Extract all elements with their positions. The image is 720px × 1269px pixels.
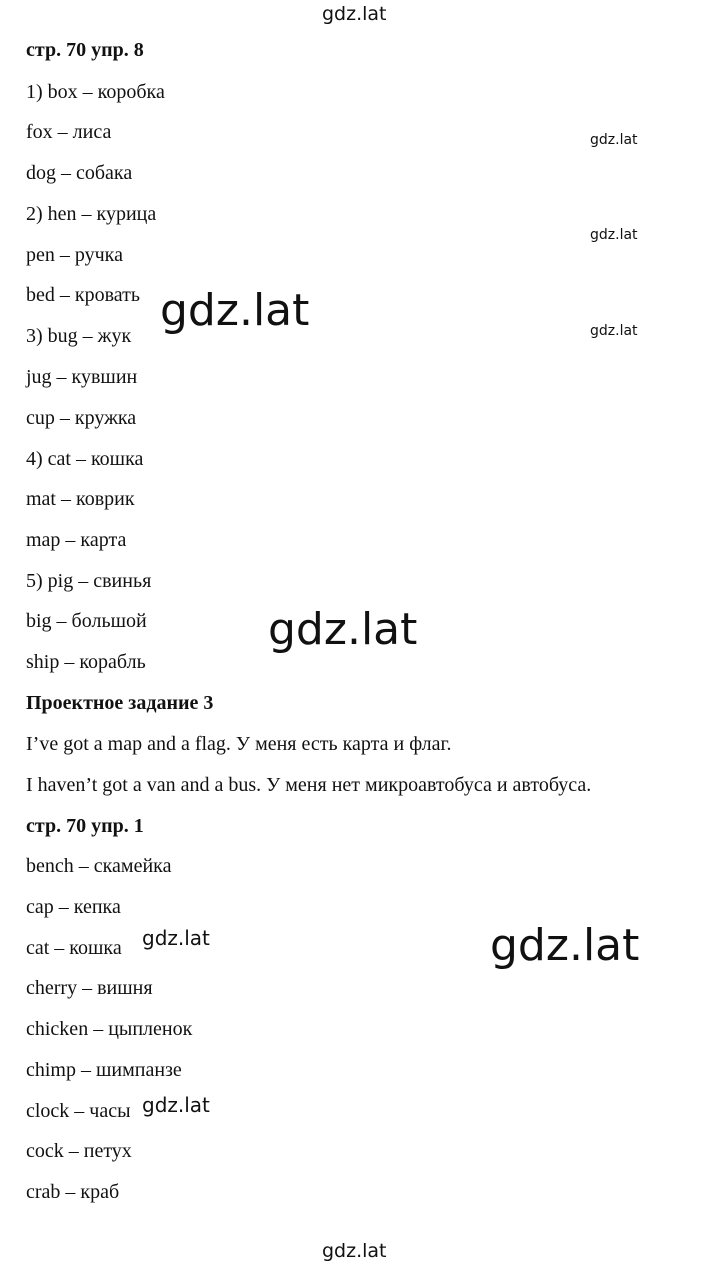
vocab-line: crab – краб [26,1181,120,1203]
vocab-line: map – карта [26,529,127,551]
vocab-line: 3) bug – жук [26,325,132,347]
vocab-line: cherry – вишня [26,977,153,999]
vocab-line: chicken – цыпленок [26,1018,193,1040]
vocab-line: mat – коврик [26,488,135,510]
watermark-medium: gdz.lat [142,926,210,950]
section-heading: стр. 70 упр. 1 [26,815,144,837]
watermark-small: gdz.lat [590,227,638,243]
vocab-line: 5) pig – свинья [26,570,152,592]
vocab-line: cock – петух [26,1140,132,1162]
watermark-small: gdz.lat [590,323,638,339]
vocab-line: cup – кружка [26,407,137,429]
sentence-line: I haven’t got a van and a bus. У меня нет микроавтобуса и автобуса. [26,774,592,796]
vocab-line: chimp – шимпанзе [26,1059,182,1081]
vocab-line: fox – лиса [26,121,112,143]
section-heading: стр. 70 упр. 8 [26,39,144,61]
watermark-bottom: gdz.lat [322,1240,387,1262]
sentence-line: I’ve got a map and a flag. У меня есть карта и флаг. [26,733,452,755]
watermark-large: gdz.lat [268,604,418,655]
watermark-large: gdz.lat [490,920,640,971]
vocab-line: 1) box – коробка [26,81,165,103]
vocab-line: big – большой [26,610,147,632]
watermark-top: gdz.lat [322,3,387,25]
vocab-line: cap – кепка [26,896,121,918]
vocab-line: dog – собака [26,162,133,184]
vocab-line: 4) cat – кошка [26,448,144,470]
vocab-line: jug – кувшин [26,366,138,388]
watermark-small: gdz.lat [590,132,638,148]
vocab-line: pen – ручка [26,244,123,266]
vocab-line: bed – кровать [26,284,140,306]
watermark-large: gdz.lat [160,285,310,336]
watermark-medium: gdz.lat [142,1093,210,1117]
vocab-line: 2) hen – курица [26,203,157,225]
vocab-line: cat – кошка [26,937,122,959]
vocab-line: bench – скамейка [26,855,172,877]
vocab-line: clock – часы [26,1100,131,1122]
project-heading: Проектное задание 3 [26,692,214,714]
vocab-line: ship – корабль [26,651,146,673]
